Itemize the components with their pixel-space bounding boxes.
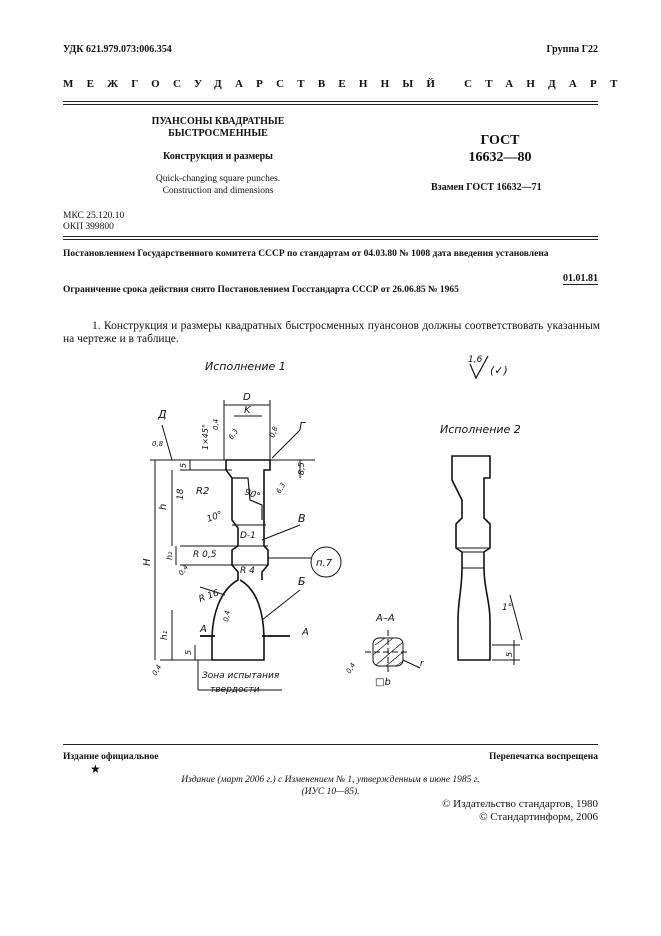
title-ru-line2: БЫСТРОСМЕННЫЕ [168,128,268,139]
hardness-zone-line1: Зона испытания [202,671,280,681]
title-en [118,173,318,197]
dim-04b: 0,4 [177,563,191,578]
decree-text: Постановлением Государственного комитета СССР по стандартам от 04.03.80 № 1008 дата введения установлена [63,249,549,259]
official-edition: Издание официальное [63,752,159,762]
title-en-line1: Quick-changing square punches. [155,174,281,184]
footer-divider [63,744,598,745]
dim-85: 8,5 [297,462,306,475]
dim-08b: 0,8 [152,440,164,448]
section-AA-label: A–A [376,613,395,624]
dim-H: H [142,558,153,566]
title-ru [118,116,318,140]
variant2-outline [452,456,490,660]
effective-date: 01.01.81 [563,273,598,284]
replaces-standard: Взамен ГОСТ 16632—71 [431,182,542,193]
header-divider [63,101,598,105]
dim-D1: D-1 [240,531,256,541]
roughness-general: (✓) [490,364,508,377]
dim-04a: 0,4 [212,418,220,430]
star-mark: ★ [90,762,101,776]
classification-codes [63,211,124,233]
dim-5c: 5 [505,651,514,657]
standard-type-heading: МЕЖГОСУДАРСТВЕННЫЙ СТАНДАРТ [63,78,631,90]
dim-5b: 5 [184,649,193,655]
section-A-right: A [302,627,309,638]
dim-90: 90° [242,487,262,503]
mks-code: МКС 25.120.10 [63,211,125,221]
dim-K: K [244,405,251,416]
title-ru-line1: ПУАНСОНЫ КВАДРАТНЫЕ [151,116,285,127]
dim-R2: R2 [196,486,210,497]
dim-63a: 6,3 [227,427,241,442]
roughness-value: 1,6 [468,355,483,365]
dim-h: h [158,503,169,510]
dim-R16: R 16 [197,588,221,605]
clause-1: 1. Конструкция и размеры квадратных быстросменных пуансонов должны соответствовать указанным на чертеже и в таблице. [63,320,600,345]
dim-5a: 5 [179,462,188,468]
dim-18: 18 [176,488,186,500]
udk-code: УДК 621.979.073:006.354 [63,44,172,55]
edition-line1: Издание (март 2006 г.) с Изменением № 1, утвержденным в июне 1985 г. [181,775,480,785]
copyright-2006: © Стандартинформ, 2006 [479,811,598,823]
edition-note [63,774,598,798]
label-B: Б [298,575,306,588]
gost-label: ГОСТ [480,133,520,148]
section-A-left: A [200,624,207,635]
note-p7: п.7 [316,558,333,569]
dim-r: r [420,659,424,669]
punch-drawing [0,345,661,705]
variant1-label: Исполнение 1 [205,360,286,373]
dim-63b: 6,3 [274,481,288,495]
dim-04e: 0,4 [344,661,358,675]
restriction-text: Ограничение срока действия снято Постановлением Госстандарта СССР от 26.06.85 № 1965 [63,285,459,295]
label-G: Г [299,420,306,433]
title-divider [63,236,598,240]
title-en-line2: Construction and dimensions [162,186,274,196]
dim-h1: h₁ [160,630,170,640]
dim-R05: R 0,5 [193,550,217,560]
dim-10deg: 10° [205,509,225,525]
okp-code: ОКП 399800 [63,222,114,232]
dim-R4: R 4 [240,566,255,576]
dim-b: □b [375,677,391,688]
dim-08: 0,8 [268,425,280,439]
hardness-zone-line2: твердости [210,685,260,695]
copyright-1980: © Издательство стандартов, 1980 [442,798,598,810]
dim-h2: h₂ [165,551,174,560]
label-D: Д [158,408,167,421]
dim-1deg: 1° [502,603,513,613]
variant2-label: Исполнение 2 [440,423,521,436]
dim-chamfer: 1×45° [201,424,210,450]
dim-04c: 0,4 [222,609,232,623]
copyright-block [442,798,598,824]
dim-D: D [243,392,251,403]
group-code: Группа Г22 [546,44,598,55]
dim-04d: 0,4 [150,663,164,677]
gost-number: 16632—80 [468,150,532,165]
label-V: В [298,512,306,525]
edition-line2: (ИУС 10—85). [301,787,360,797]
title-ru-subtitle: Конструкция и размеры [163,151,273,162]
reprint-notice: Перепечатка воспрещена [488,752,598,762]
